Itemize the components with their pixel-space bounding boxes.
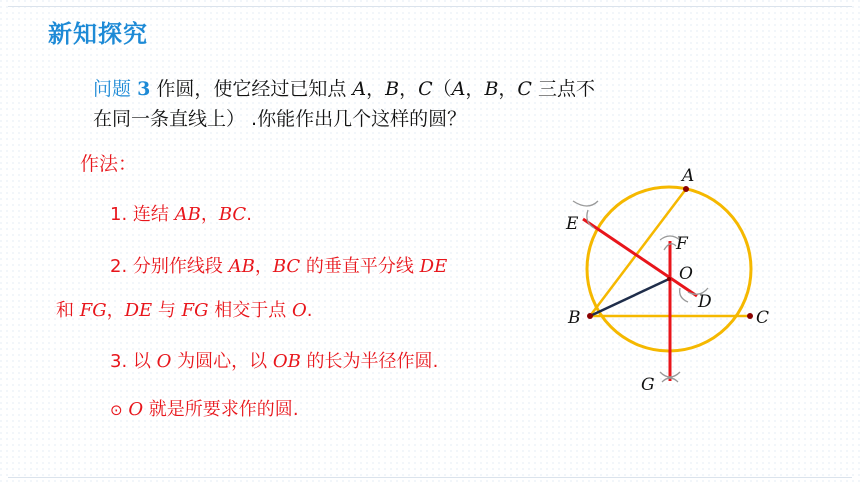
point-c <box>747 313 753 319</box>
problem-label: 问题 3 <box>93 78 151 100</box>
step-2-line-1: 2. 分别作线段 AB，BC 的垂直平分线 DE <box>110 256 448 277</box>
label-d: D <box>698 292 712 312</box>
bisector-de <box>583 219 697 296</box>
segment-ab <box>590 189 686 316</box>
radius-ob <box>590 279 669 316</box>
step-3: 3. 以 O 为圆心，以 OB 的长为半径作圆. <box>110 351 439 372</box>
point-a <box>683 186 689 192</box>
circle-symbol-icon: ⊙ <box>110 401 123 419</box>
label-b: B <box>568 308 581 328</box>
point-o <box>667 277 671 281</box>
label-g: G <box>641 375 655 395</box>
label-f: F <box>676 234 688 254</box>
section-title: 新知探究 <box>48 20 148 48</box>
problem-line-1: 问题 3 作圆，使它经过已知点 A，B，C（A，B，C 三点不 <box>93 78 596 100</box>
problem-line-2: 在同一条直线上） .你能作出几个这样的圆？ <box>93 108 467 130</box>
label-o: O <box>679 264 693 284</box>
method-heading: 作法： <box>80 153 138 175</box>
step-1: 1. 连结 AB，BC. <box>110 204 252 225</box>
label-a: A <box>682 166 695 186</box>
point-b <box>587 313 593 319</box>
step-2-line-2: 和 FG，DE 与 FG 相交于点 O. <box>56 300 313 321</box>
label-e: E <box>566 214 579 234</box>
label-c: C <box>756 308 770 328</box>
conclusion: ⊙ O 就是所要求作的圆. <box>110 399 299 420</box>
